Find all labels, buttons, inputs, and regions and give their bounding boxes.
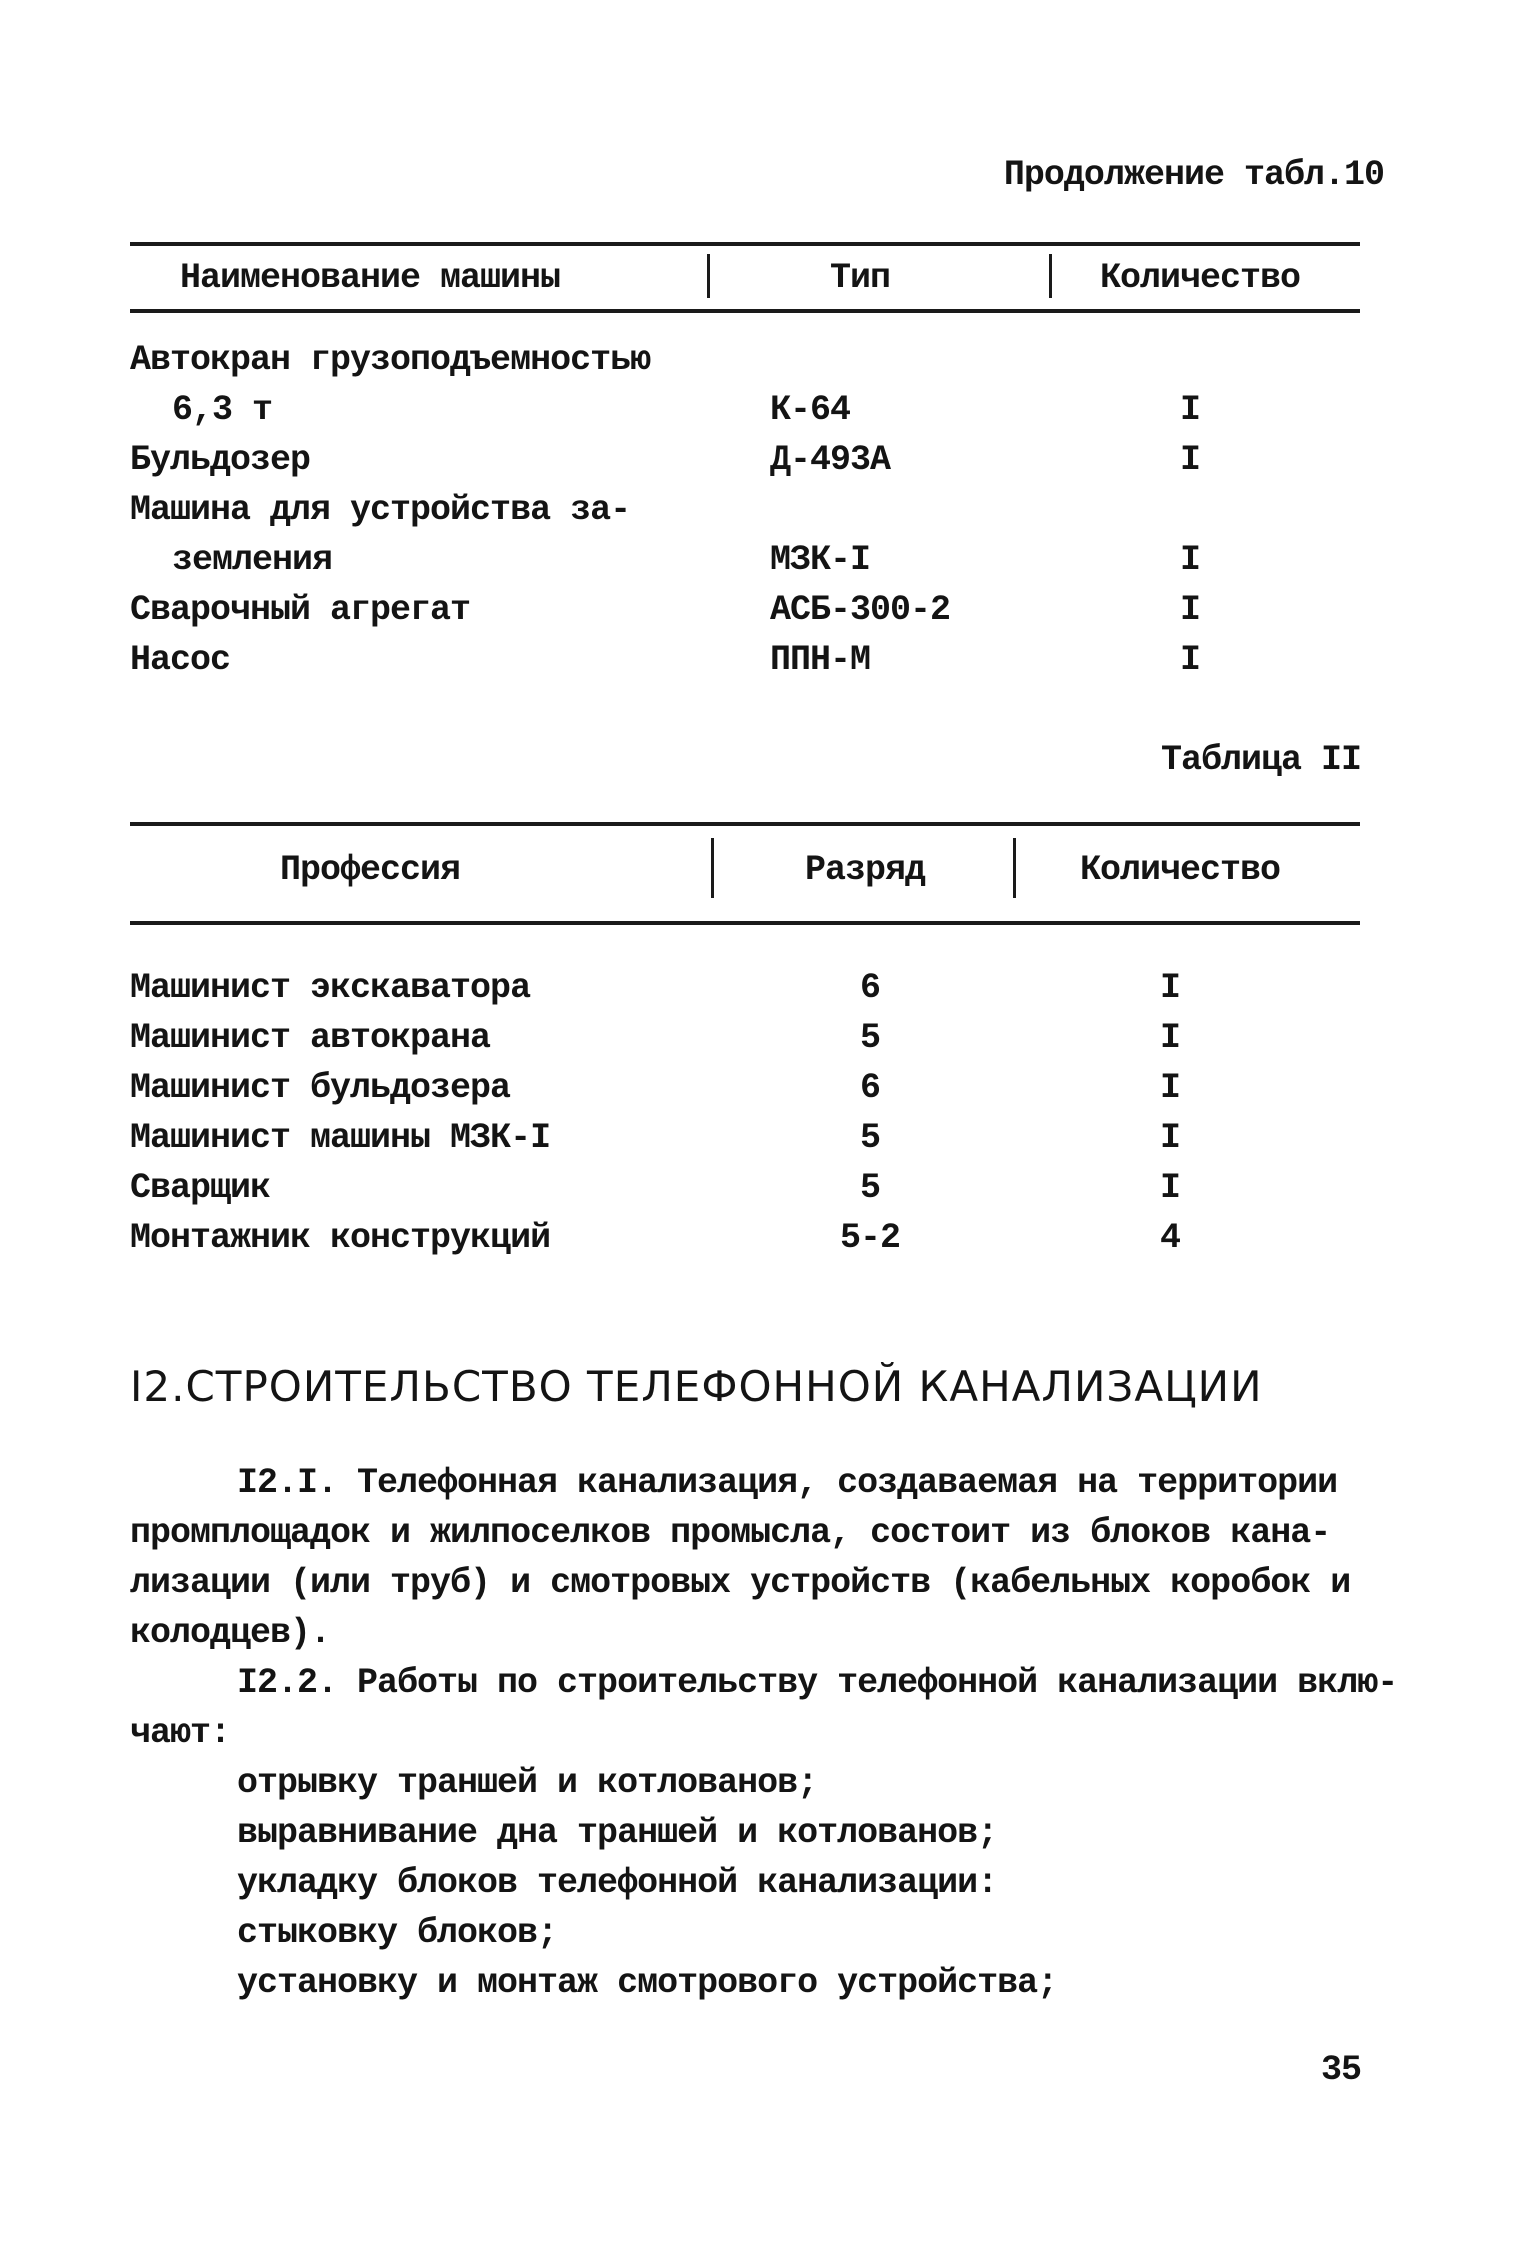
table-11-header-qty: Количество [1080, 850, 1281, 890]
profession-qty: I [1159, 1068, 1180, 1108]
paragraph-line: колодцев). [130, 1613, 331, 1653]
profession-qty: I [1159, 1118, 1180, 1158]
machine-qty: I [1179, 540, 1200, 580]
machine-name: 6,3 т [172, 390, 273, 430]
table-11-header-separator-2 [1013, 838, 1016, 898]
machine-name: Автокран грузоподъемностью [130, 340, 651, 380]
machine-qty: I [1179, 590, 1200, 630]
machine-qty: I [1179, 390, 1200, 430]
machine-name: Бульдозер [130, 440, 311, 480]
table-11-header-profession: Профессия [279, 850, 461, 890]
table-11-top-rule [130, 822, 1360, 826]
machine-name: Насос [130, 640, 231, 680]
machine-type: МЗК-I [770, 540, 871, 580]
table-11-header-grade: Разряд [804, 850, 926, 890]
profession-grade: 5-2 [839, 1218, 900, 1258]
profession-grade: 6 [859, 968, 880, 1008]
profession-grade: 5 [859, 1118, 880, 1158]
machine-type: ППН-М [770, 640, 871, 680]
profession-grade: 5 [859, 1018, 880, 1058]
profession-name: Машинист экскаватора [130, 968, 531, 1008]
paragraph-line: промплощадок и жилпоселков промысла, состоит из блоков кана- [130, 1513, 1331, 1553]
profession-name: Машинист машины МЗК-I [130, 1118, 551, 1158]
profession-name: Машинист бульдозера [130, 1068, 511, 1108]
machine-qty: I [1179, 440, 1200, 480]
continuation-label: Продолжение табл.10 [1003, 155, 1384, 195]
list-item: выравнивание дна траншей и котлованов; [237, 1813, 998, 1853]
page-number: 35 [1320, 2050, 1361, 2090]
table-10-header-rule [130, 309, 1360, 313]
profession-name: Сварщик [130, 1168, 271, 1208]
paragraph-line: чают: [130, 1713, 231, 1753]
profession-name: Машинист автокрана [130, 1018, 491, 1058]
table-10-header-separator-1 [707, 254, 710, 298]
paragraph-line: I2.2. Работы по строительству телефонной канализации вклю- [237, 1663, 1398, 1703]
table-10-header-name: Наименование машины [180, 258, 561, 298]
machine-qty: I [1179, 640, 1200, 680]
table-10-header-separator-2 [1049, 254, 1052, 298]
table-11-header-separator-1 [711, 838, 714, 898]
profession-name: Монтажник конструкций [130, 1218, 551, 1258]
machine-name: земления [172, 540, 333, 580]
section-heading: I2.СТРОИТЕЛЬСТВО ТЕЛЕФОННОЙ КАНАЛИЗАЦИИ [130, 1362, 1263, 1411]
table-10-header-qty: Количество [1100, 258, 1301, 298]
table-11-label: Таблица II [1160, 740, 1361, 780]
list-item: установку и монтаж смотрового устройства; [237, 1963, 1058, 2003]
machine-type: Д-493А [770, 440, 891, 480]
machine-name: Машина для устройства за- [130, 490, 631, 530]
paragraph-line: лизации (или труб) и смотровых устройств (кабельных коробок и [130, 1563, 1351, 1603]
list-item: укладку блоков телефонной канализации: [237, 1863, 998, 1903]
profession-qty: I [1159, 1018, 1180, 1058]
table-11-header-rule [130, 921, 1360, 925]
profession-qty: 4 [1159, 1218, 1180, 1258]
profession-grade: 5 [859, 1168, 880, 1208]
profession-grade: 6 [859, 1068, 880, 1108]
profession-qty: I [1159, 1168, 1180, 1208]
machine-name: Сварочный агрегат [130, 590, 471, 630]
list-item: отрывку траншей и котлованов; [237, 1763, 818, 1803]
profession-qty: I [1159, 968, 1180, 1008]
paragraph-line: I2.I. Телефонная канализация, создаваемая на территории [237, 1463, 1338, 1503]
machine-type: АСБ-300-2 [770, 590, 951, 630]
list-item: стыковку блоков; [237, 1913, 558, 1953]
machine-type: К-64 [770, 390, 851, 430]
table-10-top-rule [130, 242, 1360, 246]
table-10-header-type: Тип [829, 258, 890, 298]
